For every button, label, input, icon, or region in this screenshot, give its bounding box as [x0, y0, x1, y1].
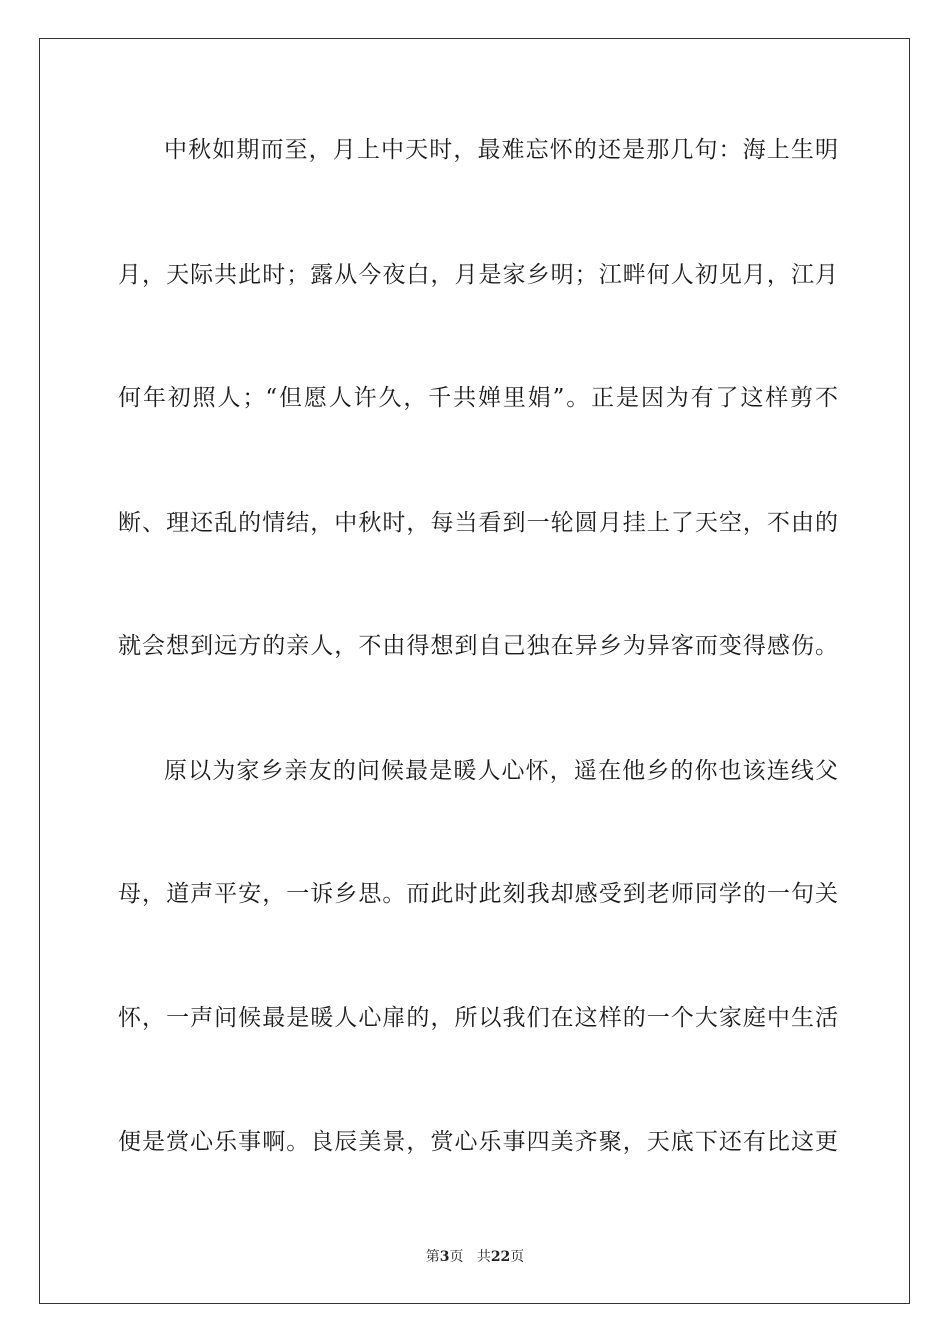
paragraph-line: 便是赏心乐事啊。良辰美景，赏心乐事四美齐聚，天底下还有比这更 — [118, 1129, 838, 1155]
total-suffix: 页 — [510, 1249, 525, 1265]
page-border — [39, 38, 910, 1304]
paragraph-line: 母，道声平安，一诉乡思。而此时此刻我却感受到老师同学的一句关 — [118, 881, 838, 907]
paragraph-line: 就会想到远方的亲人，不由得想到自己独在异乡为异客而变得感伤。 — [118, 633, 838, 659]
paragraph-line: 断、理还乱的情结，中秋时，每当看到一轮圆月挂上了天空，不由的 — [118, 510, 838, 536]
paragraph-line: 月，天际共此时；露从今夜白，月是家乡明；江畔何人初见月，江月 — [118, 262, 838, 288]
page-footer — [0, 1247, 950, 1267]
page-number: 3 — [439, 1249, 450, 1265]
paragraph-line: 怀，一声问候最是暖人心扉的，所以我们在这样的一个大家庭中生活 — [118, 1005, 838, 1031]
paragraph-line: 何年初照人；“但愿人许久，千共婵里娟”。正是因为有了这样剪不 — [118, 385, 838, 411]
total-prefix: 共 — [476, 1249, 491, 1265]
paragraph-line: 原以为家乡亲友的问候最是暖人心怀，遥在他乡的你也该连线父 — [164, 758, 838, 784]
paragraph-line: 中秋如期而至，月上中天时，最难忘怀的还是那几句：海上生明 — [164, 137, 838, 163]
page-prefix: 第 — [425, 1249, 440, 1265]
total-pages: 22 — [490, 1249, 511, 1265]
page-suffix: 页 — [449, 1249, 464, 1265]
